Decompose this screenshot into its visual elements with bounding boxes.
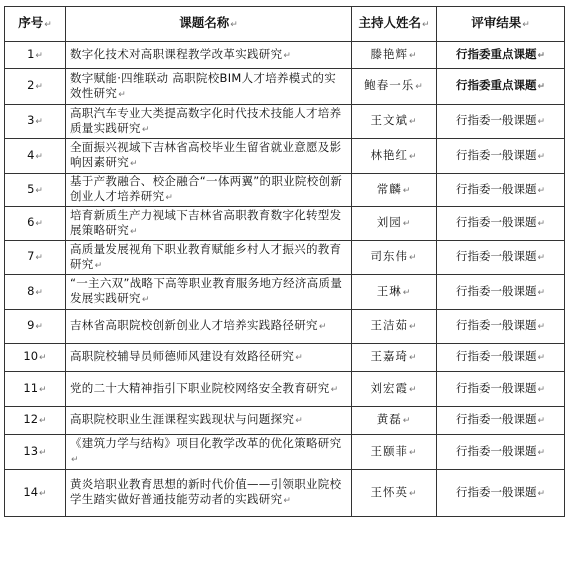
row-result — [437, 407, 565, 435]
row-host — [352, 470, 437, 517]
return-mark: ↵ — [408, 50, 418, 61]
row-host-text: 王怀英 — [370, 484, 408, 499]
row-result — [437, 139, 565, 174]
row-result-text: 行指委一般课题 — [455, 181, 537, 196]
table-row — [5, 207, 565, 241]
row-index — [5, 344, 66, 372]
row-host — [352, 372, 437, 407]
table-row — [5, 470, 565, 517]
row-result — [437, 275, 565, 310]
row-result-text: 行指委一般课题 — [455, 380, 537, 395]
row-host-text: 林艳红 — [370, 147, 408, 162]
row-title — [66, 470, 352, 517]
row-title — [66, 407, 352, 435]
return-mark: ↵ — [537, 488, 546, 499]
row-result — [437, 344, 565, 372]
row-host-text: 常麟 — [376, 181, 402, 196]
return-mark: ↵ — [118, 89, 127, 100]
row-index — [5, 42, 66, 69]
table-row — [5, 105, 565, 139]
return-mark: ↵ — [141, 124, 150, 135]
row-index — [5, 174, 66, 207]
return-mark: ↵ — [537, 447, 546, 458]
row-index — [5, 241, 66, 275]
return-mark: ↵ — [537, 50, 546, 61]
return-mark: ↵ — [537, 353, 546, 363]
table-row — [5, 310, 565, 344]
return-mark: ↵ — [537, 185, 546, 196]
row-host — [352, 174, 437, 207]
row-index-text: 12 — [23, 412, 39, 426]
row-result — [437, 174, 565, 207]
row-host — [352, 407, 437, 435]
table-header-row — [5, 7, 565, 42]
return-mark: ↵ — [39, 384, 47, 395]
row-title — [66, 435, 352, 470]
table-row — [5, 372, 565, 407]
return-mark: ↵ — [39, 447, 47, 458]
row-result-text: 行指委一般课题 — [455, 318, 537, 332]
row-host — [352, 42, 437, 69]
row-host — [352, 69, 437, 105]
row-result-text: 行指委一般课题 — [455, 147, 537, 162]
row-host-text: 刘宏霞 — [370, 380, 408, 395]
return-mark: ↵ — [402, 287, 412, 298]
return-mark: ↵ — [408, 151, 418, 162]
return-mark: ↵ — [35, 117, 43, 127]
row-result — [437, 241, 565, 275]
header-host: 主持人姓名↵ — [352, 7, 437, 42]
row-index-text: 13 — [23, 443, 39, 458]
row-title-text: 党的二十大精神指引下职业院校网络安全教育研究 — [70, 380, 330, 395]
row-index — [5, 407, 66, 435]
return-mark: ↵ — [35, 287, 43, 298]
return-mark: ↵ — [537, 82, 546, 92]
row-result-text: 行指委一般课题 — [455, 113, 537, 127]
header-result: 评审结果↵ — [437, 7, 565, 42]
return-mark: ↵ — [402, 185, 412, 196]
row-title — [66, 69, 352, 105]
row-title — [66, 139, 352, 174]
row-title-text: 基于产教融合、校企融合“一体两翼”的职业院校创新创业人才培养研究 — [70, 174, 343, 203]
row-index-text: 11 — [23, 380, 39, 395]
return-mark: ↵ — [408, 253, 418, 263]
return-mark: ↵ — [283, 496, 292, 506]
row-result-text: 行指委一般课题 — [455, 443, 537, 458]
row-title-text: 高职汽车专业大类提高数字化时代技术技能人才培养质量实践研究 — [70, 105, 342, 135]
return-mark: ↵ — [537, 416, 546, 426]
return-mark: ↵ — [130, 159, 138, 169]
row-title — [66, 275, 352, 310]
row-title — [66, 174, 352, 207]
return-mark: ↵ — [537, 322, 546, 332]
return-mark: ↵ — [35, 185, 43, 196]
row-host-text: 滕艳辉 — [370, 46, 408, 61]
return-mark: ↵ — [130, 226, 138, 237]
header-title: 课题名称↵ — [66, 7, 352, 42]
row-result-text: 行指委一般课题 — [455, 412, 537, 426]
row-index-text: 5 — [27, 181, 35, 196]
row-index — [5, 139, 66, 174]
row-host-text: 王颐菲 — [370, 443, 408, 458]
row-result-text: 行指委一般课题 — [455, 283, 537, 298]
return-mark: ↵ — [39, 353, 47, 363]
table-row — [5, 275, 565, 310]
return-mark: ↵ — [165, 193, 174, 203]
row-title-text: 全面振兴视域下吉林省高校毕业生留省就业意愿及影响因素研究 — [70, 140, 342, 169]
row-index-text: 2 — [27, 78, 35, 92]
return-mark: ↵ — [94, 260, 103, 271]
table-row — [5, 241, 565, 275]
row-host — [352, 241, 437, 275]
row-result-text: 行指委一般课题 — [455, 349, 537, 363]
row-host-text: 王琳 — [376, 283, 402, 298]
project-results-table — [4, 6, 565, 517]
header-index: 序号↵ — [5, 7, 66, 42]
row-index — [5, 69, 66, 105]
row-title-text: 《建筑力学与结构》项目化教学改革的优化策略研究 — [70, 436, 342, 450]
row-title-text: 数字赋能·四维联动 高职院校BIM人才培养模式的实效性研究 — [70, 70, 337, 100]
return-mark: ↵ — [537, 151, 546, 162]
return-mark: ↵ — [141, 295, 150, 305]
row-title-text: 黄炎培职业教育思想的新时代价值——引领职业院校学生踏实做好普通技能劳动者的实践研究 — [70, 477, 342, 506]
row-index-text: 9 — [27, 318, 35, 332]
row-result-text: 行指委一般课题 — [455, 215, 537, 229]
row-index — [5, 275, 66, 310]
return-mark: ↵ — [402, 219, 412, 229]
row-index-text: 8 — [27, 283, 35, 298]
row-host-text: 王洁茹 — [370, 318, 408, 332]
return-mark: ↵ — [35, 322, 43, 332]
row-result — [437, 42, 565, 69]
row-result — [437, 105, 565, 139]
row-result-text: 行指委重点课题 — [455, 78, 537, 92]
row-title-text: 高质量发展视角下职业教育赋能乡村人才振兴的教育研究 — [70, 241, 342, 271]
row-index — [5, 372, 66, 407]
return-mark: ↵ — [408, 447, 418, 458]
row-result — [437, 207, 565, 241]
return-mark: ↵ — [408, 353, 418, 363]
row-index — [5, 435, 66, 470]
row-host — [352, 310, 437, 344]
row-host-text: 刘园 — [376, 215, 402, 229]
return-mark: ↵ — [35, 82, 43, 92]
return-mark: ↵ — [35, 151, 43, 162]
row-title — [66, 207, 352, 241]
row-host — [352, 207, 437, 241]
row-result-text: 行指委一般课题 — [455, 249, 537, 263]
return-mark: ↵ — [283, 50, 292, 61]
row-host — [352, 139, 437, 174]
return-mark: ↵ — [537, 219, 546, 229]
row-title-text: “一主六双”战略下高等职业教育服务地方经济高质量发展实践研究 — [70, 276, 343, 305]
table-row — [5, 174, 565, 207]
return-mark: ↵ — [330, 384, 339, 395]
row-title-text: 培育新质生产力视域下吉林省高职教育数字化转型发展策略研究 — [70, 207, 342, 237]
row-host-text: 黄磊 — [376, 412, 402, 426]
return-mark: ↵ — [295, 353, 304, 363]
return-mark: ↵ — [35, 50, 43, 61]
return-mark: ↵ — [408, 322, 418, 332]
row-title-text: 数字化技术对高职课程教学改革实践研究 — [70, 46, 283, 61]
row-result-text: 行指委重点课题 — [455, 46, 537, 61]
return-mark: ↵ — [408, 117, 418, 127]
row-index — [5, 310, 66, 344]
row-host-text: 鲍春一乐 — [364, 78, 415, 92]
row-title — [66, 241, 352, 275]
row-host — [352, 344, 437, 372]
row-title — [66, 105, 352, 139]
row-result-text: 行指委一般课题 — [455, 484, 537, 499]
row-title-text: 吉林省高职院校创新创业人才培养实践路径研究 — [70, 318, 318, 332]
row-index-text: 6 — [27, 215, 35, 229]
return-mark: ↵ — [35, 253, 43, 263]
table-row — [5, 69, 565, 105]
row-host — [352, 105, 437, 139]
row-index-text: 7 — [27, 249, 35, 263]
row-index-text: 4 — [27, 147, 35, 162]
row-host-text: 司东伟 — [370, 249, 408, 263]
row-result — [437, 69, 565, 105]
row-index-text: 14 — [23, 484, 39, 499]
row-title — [66, 42, 352, 69]
return-mark: ↵ — [537, 384, 546, 395]
row-result — [437, 310, 565, 344]
return-mark: ↵ — [39, 488, 47, 499]
return-mark: ↵ — [537, 287, 546, 298]
table-body — [5, 42, 565, 517]
return-mark: ↵ — [415, 82, 424, 92]
row-index-text: 3 — [27, 113, 35, 127]
table-row — [5, 344, 565, 372]
row-title-text: 高职院校辅导员师德师风建设有效路径研究 — [70, 349, 295, 363]
return-mark: ↵ — [71, 455, 79, 465]
row-index — [5, 105, 66, 139]
row-index — [5, 207, 66, 241]
return-mark: ↵ — [408, 384, 418, 395]
table-row — [5, 139, 565, 174]
row-index — [5, 470, 66, 517]
row-host-text: 王文斌 — [370, 113, 408, 127]
row-host-text: 王嘉琦 — [370, 349, 408, 363]
return-mark: ↵ — [39, 416, 47, 426]
table-row — [5, 435, 565, 470]
row-index-text: 1 — [27, 46, 35, 61]
row-index-text: 10 — [23, 349, 39, 363]
return-mark: ↵ — [295, 416, 304, 426]
table-row — [5, 407, 565, 435]
return-mark: ↵ — [35, 219, 43, 229]
row-title — [66, 310, 352, 344]
return-mark: ↵ — [537, 253, 546, 263]
row-result — [437, 470, 565, 517]
return-mark: ↵ — [408, 488, 418, 499]
table-row — [5, 42, 565, 69]
return-mark: ↵ — [402, 416, 412, 426]
row-title-text: 高职院校职业生涯课程实践现状与问题探究 — [70, 412, 295, 426]
row-host — [352, 435, 437, 470]
row-title — [66, 372, 352, 407]
row-result — [437, 372, 565, 407]
return-mark: ↵ — [318, 322, 327, 332]
row-title — [66, 344, 352, 372]
row-host — [352, 275, 437, 310]
row-result — [437, 435, 565, 470]
return-mark: ↵ — [537, 117, 546, 127]
